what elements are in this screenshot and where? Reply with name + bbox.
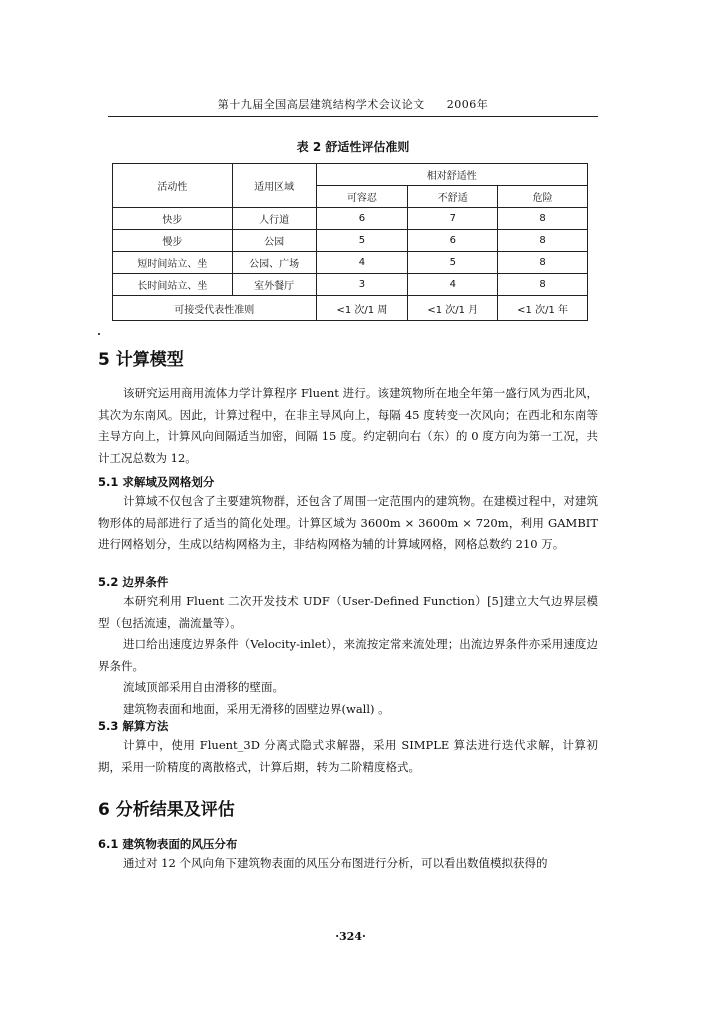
subsection-5-2-para-4: 建筑物表面和地面，采用无滑移的固壁边界(wall) 。: [123, 702, 390, 716]
table-row: [113, 208, 588, 230]
table-header-row: [113, 164, 588, 186]
table-row: [113, 230, 588, 252]
cell-activity: 短时间站立、坐: [113, 252, 233, 274]
table-footer-row: [113, 296, 588, 321]
cell-value: 8: [498, 252, 588, 274]
subsection-5-1-text: 计算域不仅包含了主要建筑物群，还包含了周围一定范围内的建筑物。在建模过程中，对建筑物形体的局部进行了适当的简化处理。计算区域为 3600m × 3600m × 720m，利用 GAMBIT 进行网格划分，生成以结构网格为主，非结构网格为辅的计算域网格，网格总数约 210 万。: [98, 494, 598, 551]
cell-value: 8: [498, 230, 588, 252]
cell-area: 公园: [232, 230, 316, 252]
cell-area: 人行道: [232, 208, 316, 230]
cell-value: 3: [316, 274, 408, 296]
cell-value: 5: [316, 230, 408, 252]
cell-area: 公园、广场: [232, 252, 316, 274]
cell-value: 6: [408, 230, 498, 252]
subsection-5-2-para-1: 本研究利用 Fluent 二次开发技术 UDF（User-Defined Function）[5]建立大气边界层模型（包括流速，湍流量等）。: [98, 594, 598, 630]
conference-title: 第十九届全国高层建筑结构学术会议论文: [217, 98, 425, 111]
header-area: 适用区域: [232, 164, 316, 208]
subsection-5-2-para-2: 进口给出速度边界条件（Velocity-inlet），来流按定常来流处理；出流边界条件亦采用速度边界条件。: [98, 637, 598, 673]
header-activity: 活动性: [113, 164, 233, 208]
header-uncomfortable: 不舒适: [408, 186, 498, 208]
cell-activity: 快步: [113, 208, 233, 230]
header-dangerous: 危险: [498, 186, 588, 208]
header-comfort: 相对舒适性: [316, 164, 587, 186]
subsection-6-1-heading: 6.1 建筑物表面的风压分布: [98, 837, 238, 851]
table-caption: 表 2 舒适性评估准则: [296, 140, 410, 154]
comfort-criteria-table: [112, 163, 588, 321]
subsection-6-1-text: 通过对 12 个风向角下建筑物表面的风压分布图进行分析，可以看出数值模拟获得的: [123, 856, 548, 870]
table-row: [113, 252, 588, 274]
section-6-heading: 6 分析结果及评估: [98, 800, 235, 820]
header-tolerable: 可容忍: [316, 186, 408, 208]
footer-value: <1 次/1 月: [408, 296, 498, 321]
scan-speck: [98, 333, 100, 335]
subsection-5-1-heading: 5.1 求解域及网格划分: [98, 475, 215, 489]
cell-value: 8: [498, 274, 588, 296]
cell-value: 4: [408, 274, 498, 296]
subsection-5-3-text: 计算中，使用 Fluent_3D 分离式隐式求解器，采用 SIMPLE 算法进行迭代求解，计算初期，采用一阶精度的离散格式，计算后期，转为二阶精度格式。: [98, 738, 598, 774]
footer-value: <1 次/1 周: [316, 296, 408, 321]
cell-value: 7: [408, 208, 498, 230]
cell-value: 5: [408, 252, 498, 274]
subsection-5-3-heading: 5.3 解算方法: [98, 719, 169, 733]
cell-value: 8: [498, 208, 588, 230]
cell-activity: 长时间站立、坐: [113, 274, 233, 296]
cell-activity: 慢步: [113, 230, 233, 252]
cell-area: 室外餐厅: [232, 274, 316, 296]
footer-label: 可接受代表性准则: [113, 296, 317, 321]
page-number: ·324·: [335, 930, 366, 943]
section-5-intro: 该研究运用商用流体力学计算程序 Fluent 进行。该建筑物所在地全年第一盛行风为西北风，其次为东南风。因此，计算过程中，在非主导风向上，每隔 45 度转变一次风向；在西北和东南等主导方向上，计算风向间隔适当加密，间隔 15 度。约定朝向右（东）的 0 度方向为第一工况，共计工况总数为 12。: [98, 386, 598, 465]
subsection-5-2-heading: 5.2 边界条件: [98, 575, 169, 589]
cell-value: 6: [316, 208, 408, 230]
section-5-heading: 5 计算模型: [98, 350, 184, 370]
footer-value: <1 次/1 年: [498, 296, 588, 321]
subsection-5-2-para-3: 流域顶部采用自由滑移的壁面。: [123, 680, 284, 694]
table-row: [113, 274, 588, 296]
running-header: [108, 96, 598, 117]
conference-year: 2006年: [446, 98, 489, 111]
cell-value: 4: [316, 252, 408, 274]
